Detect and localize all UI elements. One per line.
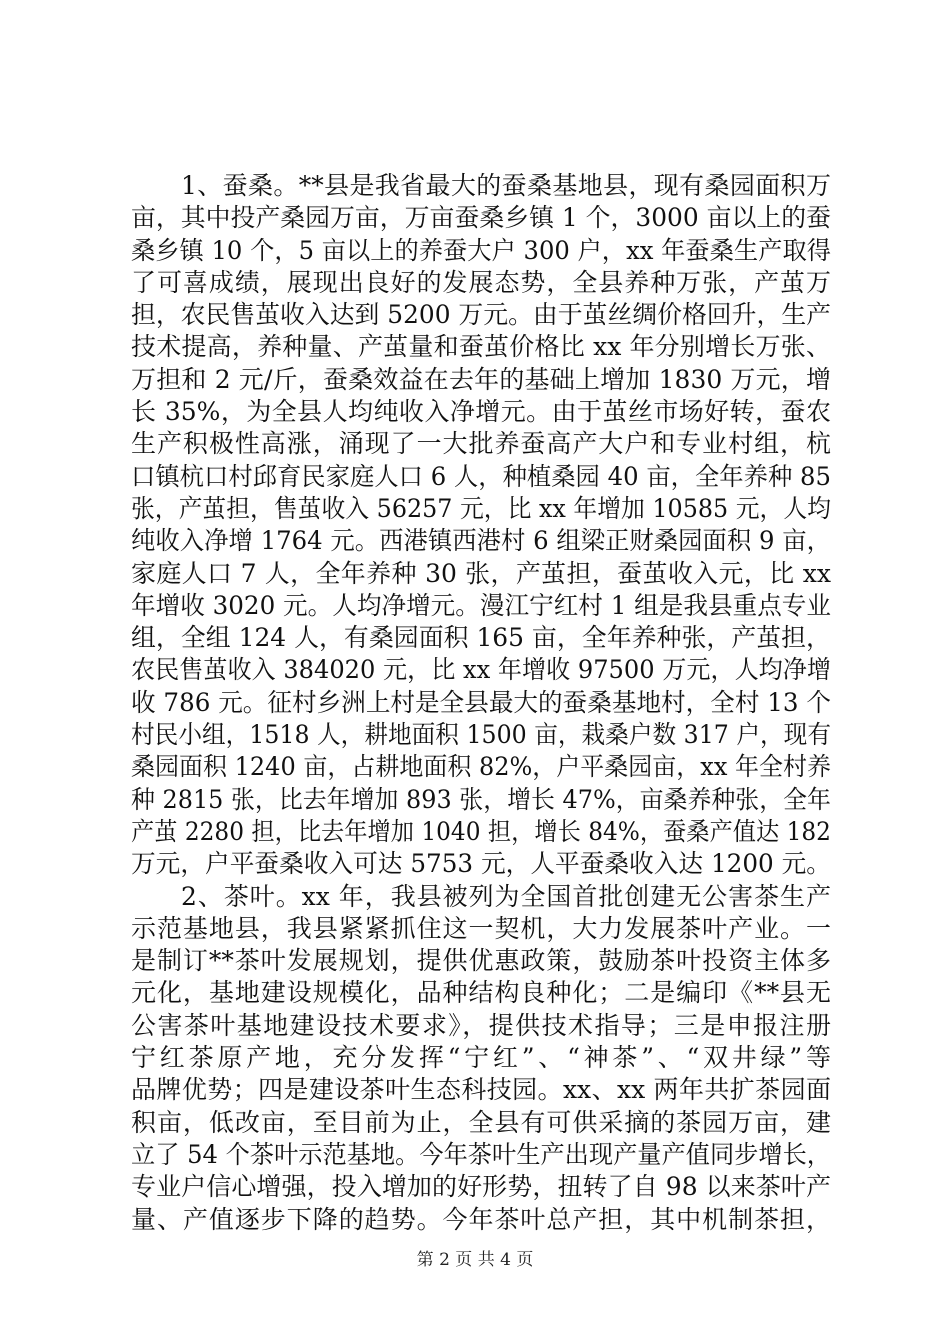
paragraph-line: 收 786 元。征村乡洲上村是全县最大的蚕桑基地村，全村 13 个: [131, 687, 832, 717]
paragraph-tea: [131, 881, 831, 1236]
paragraph-line: 桑乡镇 10 个，5 亩以上的养蚕大户 300 户，xx 年蚕桑生产取得: [131, 235, 831, 265]
paragraph-line: 口镇杭口村邱育民家庭人口 6 人，种植桑园 40 亩，全年养种 85: [131, 461, 831, 491]
paragraph-line: 组，全组 124 人，有桑园面积 165 亩，全年养种张，产茧担，: [131, 623, 831, 653]
paragraph-line: 万元，户平蚕桑收入可达 5753 元，人平蚕桑收入达 1200 元。: [131, 849, 831, 879]
paragraph-line: 桑园面积 1240 亩，占耕地面积 82%，户平桑园亩，xx 年全村养: [131, 752, 832, 782]
paragraph-line: 长 35%，为全县人均纯收入净增元。由于茧丝市场好转，蚕农: [131, 397, 831, 427]
paragraph-line: 产茧 2280 担，比去年增加 1040 担，增长 84%，蚕桑产值达 182: [131, 816, 831, 846]
paragraph-line: 专业户信心增强，投入增加的好形势，扭转了自 98 以来茶叶产: [131, 1172, 831, 1202]
page-number-footer: 第 2 页 共 4 页: [416, 1250, 534, 1270]
paragraph-line: 宁红茶原产地，充分发挥“宁红”、“神茶”、“双井绿”等: [131, 1043, 831, 1073]
paragraph-line: 纯收入净增 1764 元。西港镇西港村 6 组梁正财桑园面积 9 亩，: [131, 526, 832, 556]
document-body: [131, 170, 831, 1236]
paragraph-line: 是制订**茶叶发展规划，提供优惠政策，鼓励茶叶投资主体多: [131, 946, 831, 976]
paragraph-line: 立了 54 个茶叶示范基地。今年茶叶生产出现产量产值同步增长，: [131, 1139, 832, 1169]
paragraph-line: 技术提高，养种量、产茧量和蚕茧价格比 xx 年分别增长万张、: [131, 332, 831, 362]
paragraph-line: 积亩，低改亩，至目前为止，全县有可供采摘的茶园万亩，建: [131, 1107, 831, 1137]
paragraph-line: 品牌优势；四是建设茶叶生态科技园。xx、xx 两年共扩茶园面: [131, 1075, 831, 1105]
paragraph-line: 农民售茧收入 384020 元，比 xx 年增收 97500 万元，人均净增: [131, 655, 832, 685]
paragraph-line: 2、茶叶。xx 年，我县被列为全国首批创建无公害茶生产: [181, 881, 831, 911]
paragraph-line: 量、产值逐步下降的趋势。今年茶叶总产担，其中机制茶担，: [131, 1204, 831, 1234]
paragraph-line: 公害茶叶基地建设技术要求》，提供技术指导；三是申报注册: [131, 1010, 831, 1040]
paragraph-line: 张，产茧担，售茧收入 56257 元，比 xx 年增加 10585 元，人均: [131, 493, 831, 523]
paragraph-line: 生产积极性高涨，涌现了一大批养蚕高产大户和专业村组，杭: [131, 429, 831, 459]
paragraph-line: 种 2815 张，比去年增加 893 张，增长 47%，亩桑养种张，全年: [131, 784, 831, 814]
paragraph-line: 示范基地县，我县紧紧抓住这一契机，大力发展茶叶产业。一: [131, 913, 831, 943]
paragraph-line: 万担和 2 元/斤，蚕桑效益在去年的基础上增加 1830 万元，增: [131, 364, 831, 394]
paragraph-line: 家庭人口 7 人，全年养种 30 张，产茧担，蚕茧收入元，比 xx: [131, 558, 831, 588]
paragraph-line: 年增收 3020 元。人均净增元。漫江宁红村 1 组是我县重点专业: [131, 590, 832, 620]
paragraph-line: 了可喜成绩，展现出良好的发展态势，全县养种万张，产茧万: [131, 267, 831, 297]
paragraph-line: 亩，其中投产桑园万亩，万亩蚕桑乡镇 1 个，3000 亩以上的蚕: [131, 203, 831, 233]
paragraph-sericulture: [131, 170, 831, 881]
paragraph-line: 村民小组，1518 人，耕地面积 1500 亩，栽桑户数 317 户，现有: [131, 720, 831, 750]
paragraph-line: 元化，基地建设规模化，品种结构良种化；二是编印《**县无: [131, 978, 831, 1008]
paragraph-line: 担，农民售茧收入达到 5200 万元。由于茧丝绸价格回升，生产: [131, 300, 832, 330]
paragraph-line: 1、蚕桑。**县是我省最大的蚕桑基地县，现有桑园面积万: [181, 171, 831, 200]
